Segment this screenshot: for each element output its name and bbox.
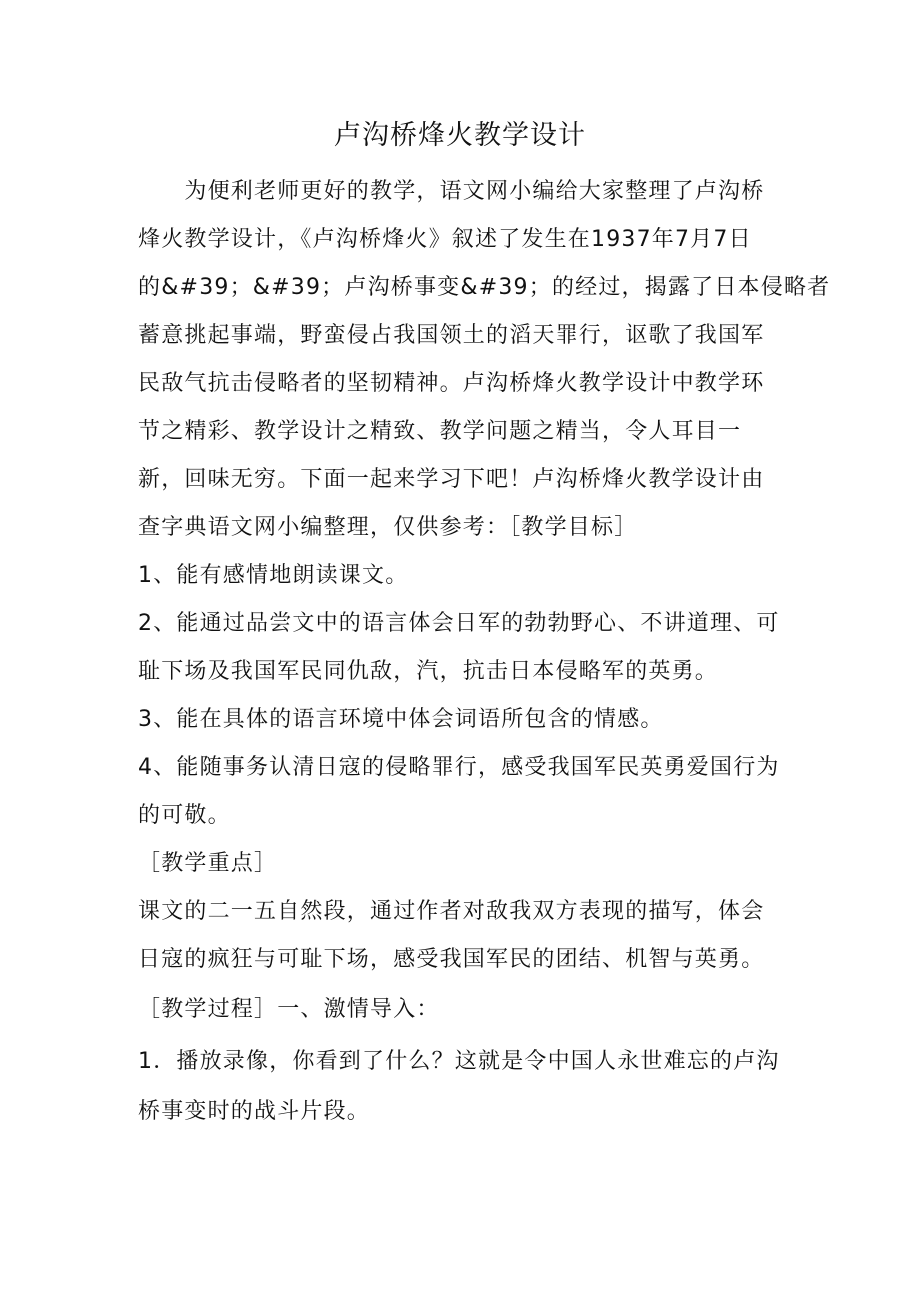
body-line: 的可敬。 bbox=[138, 803, 231, 828]
body-line: 的&#39；&#39；卢沟桥事变&#39；的经过，揭露了日本侵略者 bbox=[138, 275, 831, 300]
body-line: 烽火教学设计，《卢沟桥烽火》叙述了发生在1937年7月7日 bbox=[138, 227, 752, 252]
body-line: 2、能通过品尝文中的语言体会日军的勃勃野心、不讲道理、可 bbox=[138, 611, 780, 636]
document-title: 卢沟桥烽火教学设计 bbox=[334, 120, 586, 151]
body-line: 新，回味无穷。下面一起来学习下吧！卢沟桥烽火教学设计由 bbox=[138, 467, 765, 492]
body-line: 4、能随事务认清日寇的侵略罪行，感受我国军民英勇爱国行为 bbox=[138, 755, 780, 780]
body-line: 耻下场及我国军民同仇敌，汽，抗击日本侵略军的英勇。 bbox=[138, 659, 719, 684]
body-line: 为便利老师更好的教学，语文网小编给大家整理了卢沟桥 bbox=[138, 179, 765, 204]
body-line: 1．播放录像，你看到了什么？这就是令中国人永世难忘的卢沟 bbox=[138, 1049, 780, 1074]
body-line: 日寇的疯狂与可耻下场，感受我国军民的团结、机智与英勇。 bbox=[138, 947, 765, 972]
body-line: 桥事变时的战斗片段。 bbox=[138, 1099, 371, 1124]
document-body bbox=[138, 168, 831, 1136]
section-heading: ［教学过程］一、激情导入： bbox=[138, 997, 440, 1022]
body-line: 1、能有感情地朗读课文。 bbox=[138, 563, 409, 588]
body-line: 课文的二一五自然段，通过作者对敌我双方表现的描写，体会 bbox=[138, 899, 765, 924]
body-line: 蓄意挑起事端，野蛮侵占我国领土的滔天罪行，讴歌了我国军 bbox=[138, 323, 765, 348]
body-line: 节之精彩、教学设计之精致、教学问题之精当，令人耳目一 bbox=[138, 419, 742, 444]
body-line: 民敌气抗击侵略者的坚韧精神。卢沟桥烽火教学设计中教学环 bbox=[138, 371, 765, 396]
body-line: 查字典语文网小编整理，仅供参考：［教学目标］ bbox=[138, 515, 638, 540]
body-line: 3、能在具体的语言环境中体会词语所包含的情感。 bbox=[138, 707, 664, 732]
section-heading: ［教学重点］ bbox=[138, 851, 278, 876]
